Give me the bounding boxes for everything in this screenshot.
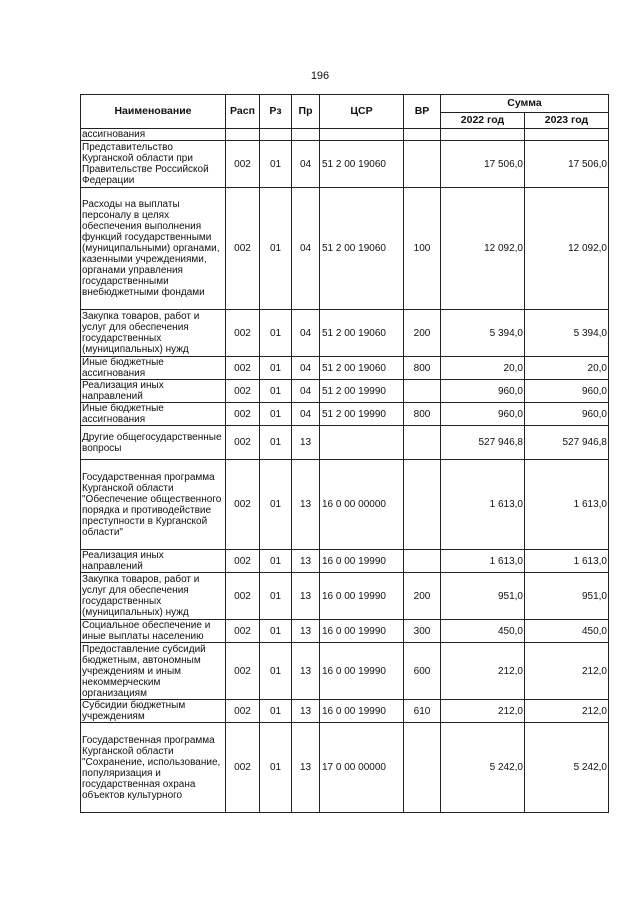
cell-rasp: 002 [226, 357, 260, 380]
budget-table [80, 94, 609, 813]
cell-pr: 13 [292, 460, 320, 550]
cell-rasp: 002 [226, 426, 260, 460]
cell-name: Субсидии бюджетным учреждениям [81, 700, 226, 723]
cell-pr: 13 [292, 426, 320, 460]
table-row [81, 357, 609, 380]
cell-name: Предоставление субсидий бюджетным, автономным учреждениям и иным некоммерческим организациям [81, 643, 226, 700]
cell-name: Расходы на выплаты персоналу в целях обеспечения выполнения функций государственными (муниципальными) органами, казенными учреждениями, органами управления государственными внебюджетными фондами [81, 188, 226, 310]
table-body [81, 129, 609, 813]
cell-y2022: 1 613,0 [441, 550, 525, 573]
cell-y2023: 12 092,0 [525, 188, 609, 310]
cell-vr: 300 [404, 620, 441, 643]
cell-y2022: 5 242,0 [441, 723, 525, 813]
header-rasp: Расп [226, 95, 260, 129]
cell-rz [260, 129, 292, 141]
cell-name: Социальное обеспечение и иные выплаты населению [81, 620, 226, 643]
cell-y2022: 1 613,0 [441, 460, 525, 550]
cell-csr: 51 2 00 19990 [320, 403, 404, 426]
table-row [81, 188, 609, 310]
cell-pr: 13 [292, 550, 320, 573]
table-row [81, 620, 609, 643]
cell-rasp: 002 [226, 460, 260, 550]
cell-rasp: 002 [226, 141, 260, 188]
cell-pr: 04 [292, 380, 320, 403]
cell-pr: 04 [292, 141, 320, 188]
cell-pr: 04 [292, 188, 320, 310]
cell-y2023: 20,0 [525, 357, 609, 380]
cell-csr: 51 2 00 19060 [320, 357, 404, 380]
cell-vr: 200 [404, 573, 441, 620]
cell-pr: 04 [292, 310, 320, 357]
cell-y2023: 17 506,0 [525, 141, 609, 188]
header-pr: Пр [292, 95, 320, 129]
cell-name: Государственная программа Курганской области "Сохранение, использование, популяризация и государственная охрана объектов культурного [81, 723, 226, 813]
cell-rz: 01 [260, 380, 292, 403]
cell-rz: 01 [260, 550, 292, 573]
header-csr: ЦСР [320, 95, 404, 129]
cell-rz: 01 [260, 573, 292, 620]
table-row [81, 460, 609, 550]
cell-rasp: 002 [226, 700, 260, 723]
cell-vr [404, 141, 441, 188]
cell-vr: 800 [404, 357, 441, 380]
cell-csr: 16 0 00 19990 [320, 643, 404, 700]
cell-y2022: 12 092,0 [441, 188, 525, 310]
cell-csr: 16 0 00 00000 [320, 460, 404, 550]
cell-rasp: 002 [226, 310, 260, 357]
cell-csr: 16 0 00 19990 [320, 573, 404, 620]
cell-y2022: 17 506,0 [441, 141, 525, 188]
cell-y2022: 960,0 [441, 403, 525, 426]
cell-vr [404, 460, 441, 550]
cell-csr: 16 0 00 19990 [320, 700, 404, 723]
header-name: Наименование [81, 95, 226, 129]
cell-pr: 13 [292, 723, 320, 813]
cell-rasp: 002 [226, 643, 260, 700]
cell-y2023: 1 613,0 [525, 460, 609, 550]
cell-csr: 16 0 00 19990 [320, 620, 404, 643]
cell-rasp: 002 [226, 620, 260, 643]
cell-y2022: 450,0 [441, 620, 525, 643]
cell-pr: 13 [292, 573, 320, 620]
cell-y2023: 212,0 [525, 700, 609, 723]
cell-name: Реализация иных направлений [81, 380, 226, 403]
cell-y2022: 527 946,8 [441, 426, 525, 460]
cell-csr: 51 2 00 19060 [320, 310, 404, 357]
cell-rz: 01 [260, 620, 292, 643]
header-2022: 2022 год [441, 113, 525, 129]
cell-name: Другие общегосударственные вопросы [81, 426, 226, 460]
cell-csr [320, 129, 404, 141]
cell-pr: 13 [292, 620, 320, 643]
cell-y2023: 212,0 [525, 643, 609, 700]
cell-csr [320, 426, 404, 460]
cell-vr [404, 550, 441, 573]
cell-name: Иные бюджетные ассигнования [81, 357, 226, 380]
cell-rasp: 002 [226, 188, 260, 310]
cell-y2023: 951,0 [525, 573, 609, 620]
cell-vr [404, 426, 441, 460]
cell-rz: 01 [260, 460, 292, 550]
table-row [81, 426, 609, 460]
cell-name: Реализация иных направлений [81, 550, 226, 573]
cell-csr: 51 2 00 19060 [320, 188, 404, 310]
cell-name: Закупка товаров, работ и услуг для обеспечения государственных (муниципальных) нужд [81, 573, 226, 620]
cell-y2023: 5 242,0 [525, 723, 609, 813]
table-row [81, 403, 609, 426]
cell-y2022 [441, 129, 525, 141]
table-row [81, 700, 609, 723]
cell-y2023 [525, 129, 609, 141]
cell-pr: 13 [292, 700, 320, 723]
cell-rasp [226, 129, 260, 141]
cell-rasp: 002 [226, 550, 260, 573]
header-rz: Рз [260, 95, 292, 129]
cell-csr: 16 0 00 19990 [320, 550, 404, 573]
cell-rasp: 002 [226, 380, 260, 403]
cell-rz: 01 [260, 310, 292, 357]
cell-y2022: 20,0 [441, 357, 525, 380]
table-row [81, 573, 609, 620]
cell-name: ассигнования [81, 129, 226, 141]
cell-y2022: 951,0 [441, 573, 525, 620]
cell-vr [404, 723, 441, 813]
cell-pr: 04 [292, 403, 320, 426]
cell-y2023: 1 613,0 [525, 550, 609, 573]
cell-rz: 01 [260, 141, 292, 188]
table-row [81, 643, 609, 700]
cell-y2022: 960,0 [441, 380, 525, 403]
cell-vr: 600 [404, 643, 441, 700]
header-2023: 2023 год [525, 113, 609, 129]
cell-csr: 51 2 00 19060 [320, 141, 404, 188]
cell-csr: 51 2 00 19990 [320, 380, 404, 403]
cell-y2023: 5 394,0 [525, 310, 609, 357]
cell-y2022: 212,0 [441, 700, 525, 723]
cell-vr [404, 380, 441, 403]
cell-rasp: 002 [226, 723, 260, 813]
cell-name: Представительство Курганской области при Правительстве Российской Федерации [81, 141, 226, 188]
cell-rz: 01 [260, 403, 292, 426]
table-row [81, 723, 609, 813]
cell-csr: 17 0 00 00000 [320, 723, 404, 813]
cell-rz: 01 [260, 643, 292, 700]
cell-y2023: 960,0 [525, 380, 609, 403]
cell-rasp: 002 [226, 573, 260, 620]
cell-name: Закупка товаров, работ и услуг для обеспечения государственных (муниципальных) нужд [81, 310, 226, 357]
cell-rz: 01 [260, 426, 292, 460]
cell-y2022: 5 394,0 [441, 310, 525, 357]
cell-rz: 01 [260, 723, 292, 813]
cell-pr: 04 [292, 357, 320, 380]
table-row [81, 129, 609, 141]
cell-rasp: 002 [226, 403, 260, 426]
cell-pr: 13 [292, 643, 320, 700]
cell-vr: 610 [404, 700, 441, 723]
header-sum: Сумма [441, 95, 609, 113]
cell-pr [292, 129, 320, 141]
cell-vr: 100 [404, 188, 441, 310]
table-row [81, 550, 609, 573]
cell-y2022: 212,0 [441, 643, 525, 700]
page-number: 196 [310, 70, 330, 82]
cell-name: Государственная программа Курганской области "Обеспечение общественного порядка и противодействие преступности в Курганской области" [81, 460, 226, 550]
cell-rz: 01 [260, 700, 292, 723]
cell-rz: 01 [260, 188, 292, 310]
header-vr: ВР [404, 95, 441, 129]
cell-y2023: 527 946,8 [525, 426, 609, 460]
table-row [81, 380, 609, 403]
table-row [81, 141, 609, 188]
cell-rz: 01 [260, 357, 292, 380]
cell-vr [404, 129, 441, 141]
table-row [81, 310, 609, 357]
cell-y2023: 960,0 [525, 403, 609, 426]
cell-y2023: 450,0 [525, 620, 609, 643]
cell-vr: 200 [404, 310, 441, 357]
cell-name: Иные бюджетные ассигнования [81, 403, 226, 426]
cell-vr: 800 [404, 403, 441, 426]
